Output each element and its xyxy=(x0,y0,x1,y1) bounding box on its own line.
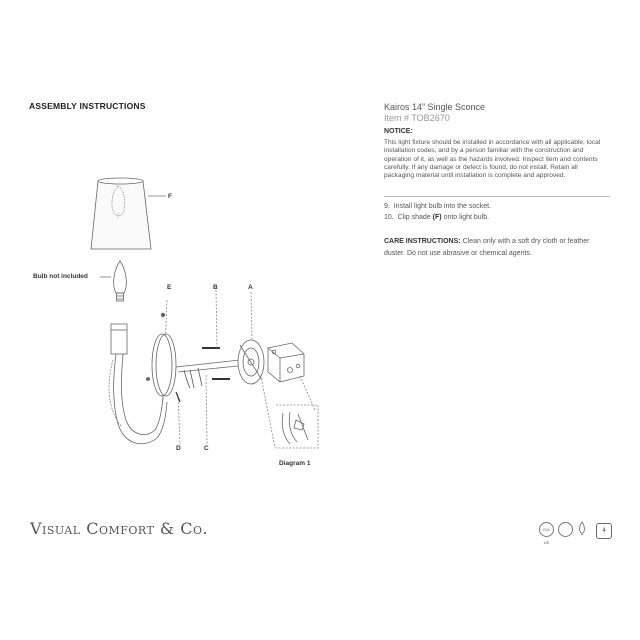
page-title: ASSEMBLY INSTRUCTIONS xyxy=(29,101,146,111)
light-bulb-illustration xyxy=(114,261,127,301)
bulb-type-icon xyxy=(577,521,587,537)
step-text: Install light bulb into the socket. xyxy=(393,203,492,210)
lamp-shade-illustration xyxy=(91,178,151,249)
step-text: Clip shade xyxy=(397,214,431,221)
label-e: E xyxy=(167,284,172,291)
backplate-illustration xyxy=(146,334,180,445)
label-bulb-not-included: Bulb not included xyxy=(33,273,88,280)
label-f: F xyxy=(168,193,172,200)
mounting-bracket-illustration xyxy=(238,292,304,384)
notice-body: This light fixture should be installed in accordance with all applicable, local installation codes, and by a person familiar with the construction and operation of it, as well as the hazards involved. Inspect item and contents carefully. If any damage or defect is found, do not install. Retain all packaging material until installation is complete and approved. xyxy=(384,139,601,180)
item-number: Item # TOB2670 xyxy=(384,113,450,123)
cul-us-icon: CUL US xyxy=(539,522,554,537)
care-text: Clean only with a soft dry cloth or feather duster. Do not use abrasive or chemical agents. xyxy=(384,238,590,257)
label-c: C xyxy=(204,445,209,452)
label-b: B xyxy=(213,284,218,291)
step-number: 10. xyxy=(384,214,394,221)
label-diagram-1: Diagram 1 xyxy=(279,460,311,467)
label-a: A xyxy=(248,284,253,291)
care-heading: CARE INSTRUCTIONS: xyxy=(384,238,461,245)
wires-illustration xyxy=(176,290,240,445)
step-text: onto light bulb. xyxy=(443,214,490,221)
product-name: Kairos 14” Single Sconce xyxy=(384,102,486,112)
notice-heading: NOTICE: xyxy=(384,128,413,135)
step-number: 9. xyxy=(384,203,390,210)
diagram-1-detail xyxy=(276,405,318,448)
page-number: 4 xyxy=(596,523,612,539)
label-d: D xyxy=(176,445,181,452)
certification-icon xyxy=(558,522,573,537)
part-reference: (F) xyxy=(432,214,442,221)
brand-logo: Visual Comfort & Co. xyxy=(30,519,209,538)
